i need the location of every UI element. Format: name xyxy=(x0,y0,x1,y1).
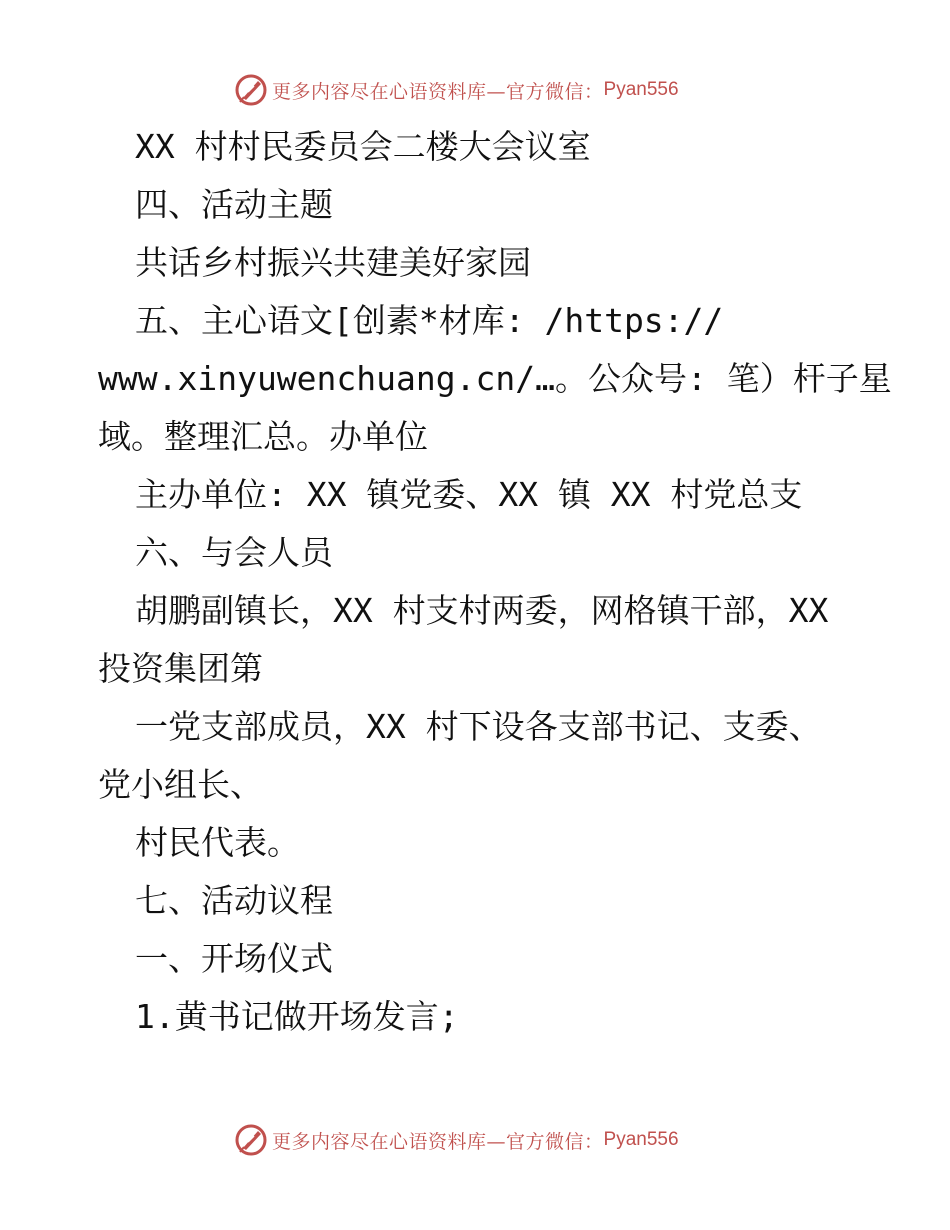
text-line: www.xinyuwenchuang.cn/…。公众号: 笔）杆子星 xyxy=(98,359,892,398)
text-line: 投资集团第 xyxy=(98,649,263,688)
banner-wechat-id: Pyan556 xyxy=(603,79,679,100)
banner-wechat-id: Pyan556 xyxy=(603,1129,679,1150)
text-line: 胡鹏副镇长，XX 村支村两委，网格镇干部，XX xyxy=(135,591,829,630)
text-line: 村民代表。 xyxy=(135,823,300,862)
text-line: 域。整理汇总。办单位 xyxy=(98,417,428,456)
text-line: 一、开场仪式 xyxy=(135,939,333,978)
quill-pen-logo-icon xyxy=(234,1123,268,1157)
banner-text: 更多内容尽在心语资料库—官方微信： xyxy=(272,80,604,103)
text-line: 主办单位: XX 镇党委、XX 镇 XX 村党总支 xyxy=(135,475,803,514)
text-line: 1.黄书记做开场发言; xyxy=(135,997,459,1036)
header-banner xyxy=(234,72,679,108)
text-line: 七、活动议程 xyxy=(135,881,333,920)
quill-pen-logo-icon xyxy=(234,73,268,107)
text-line: XX 村村民委员会二楼大会议室 xyxy=(135,127,591,166)
banner-text: 更多内容尽在心语资料库—官方微信： xyxy=(272,1130,604,1153)
text-line: 一党支部成员，XX 村下设各支部书记、支委、 xyxy=(135,707,822,746)
document-body xyxy=(98,118,892,1046)
text-line: 共话乡村振兴共建美好家园 xyxy=(135,243,531,282)
footer-banner xyxy=(234,1122,679,1158)
text-line: 四、活动主题 xyxy=(135,185,333,224)
text-line: 五、主心语文[创素*材库: /https:// xyxy=(135,301,724,340)
text-line: 六、与会人员 xyxy=(135,533,333,572)
text-line: 党小组长、 xyxy=(98,765,263,804)
